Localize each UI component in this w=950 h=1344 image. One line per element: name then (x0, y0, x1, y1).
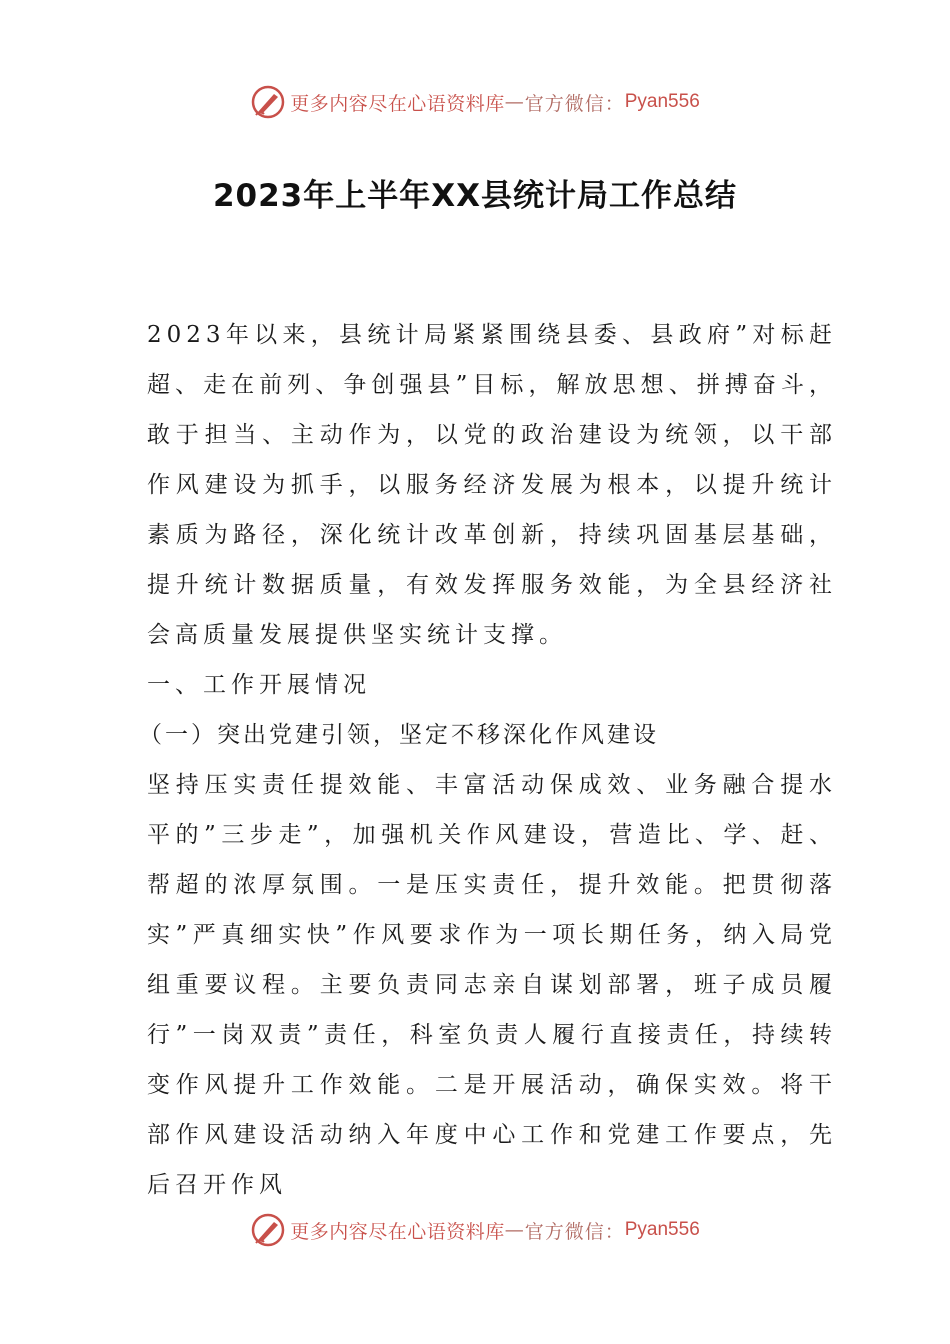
subsection-paragraph: 坚持压实责任提效能、丰富活动保成效、业务融合提水平的”三步走”，加强机关作风建设，营造比、学、赶、帮超的浓厚氛围。一是压实责任，提升效能。把贯彻落实”严真细实快”作风要求作为一项长期任务，纳入局党组重要议程。主要负责同志亲自谋划部署，班子成员履行”一岗双责”责任，科室负责人履行直接责任，持续转变作风提升工作效能。二是开展活动，确保实效。将干部作风建设活动纳入年度中心工作和党建工作要点，先后召开作风 (147, 772, 837, 1198)
pen-logo-icon (250, 84, 286, 120)
banner-wechat-label: 官方微信： (524, 1220, 625, 1243)
footer-banner (0, 1210, 950, 1250)
banner-dash: — (504, 1219, 525, 1241)
subsection-heading: （一）突出党建引领，坚定不移深化作风建设 (139, 722, 659, 748)
banner-text: 更多内容尽在心语资料库 (290, 1220, 505, 1243)
banner-dash: — (504, 91, 525, 113)
document-body (139, 310, 837, 1210)
banner-wechat-id: Pyan556 (624, 1219, 700, 1240)
banner-wechat-id: Pyan556 (624, 91, 700, 112)
intro-paragraph: 2023年以来，县统计局紧紧围绕县委、县政府”对标赶超、走在前列、争创强县”目标，解放思想、拼搏奋斗，敢于担当、主动作为，以党的政治建设为统领，以干部作风建设为抓手，以服务经济发展为根本，以提升统计素质为路径，深化统计改革创新，持续巩固基层基础，提升统计数据质量，有效发挥服务效能，为全县经济社会高质量发展提供坚实统计支撑。 (147, 322, 837, 648)
header-banner (0, 82, 950, 122)
banner-text: 更多内容尽在心语资料库 (290, 92, 505, 115)
pen-logo-icon (250, 1212, 286, 1248)
document-title: 2023年上半年XX县统计局工作总结 (212, 178, 738, 214)
banner-wechat-label: 官方微信： (524, 92, 625, 115)
section-heading: 一、工作开展情况 (147, 672, 371, 698)
